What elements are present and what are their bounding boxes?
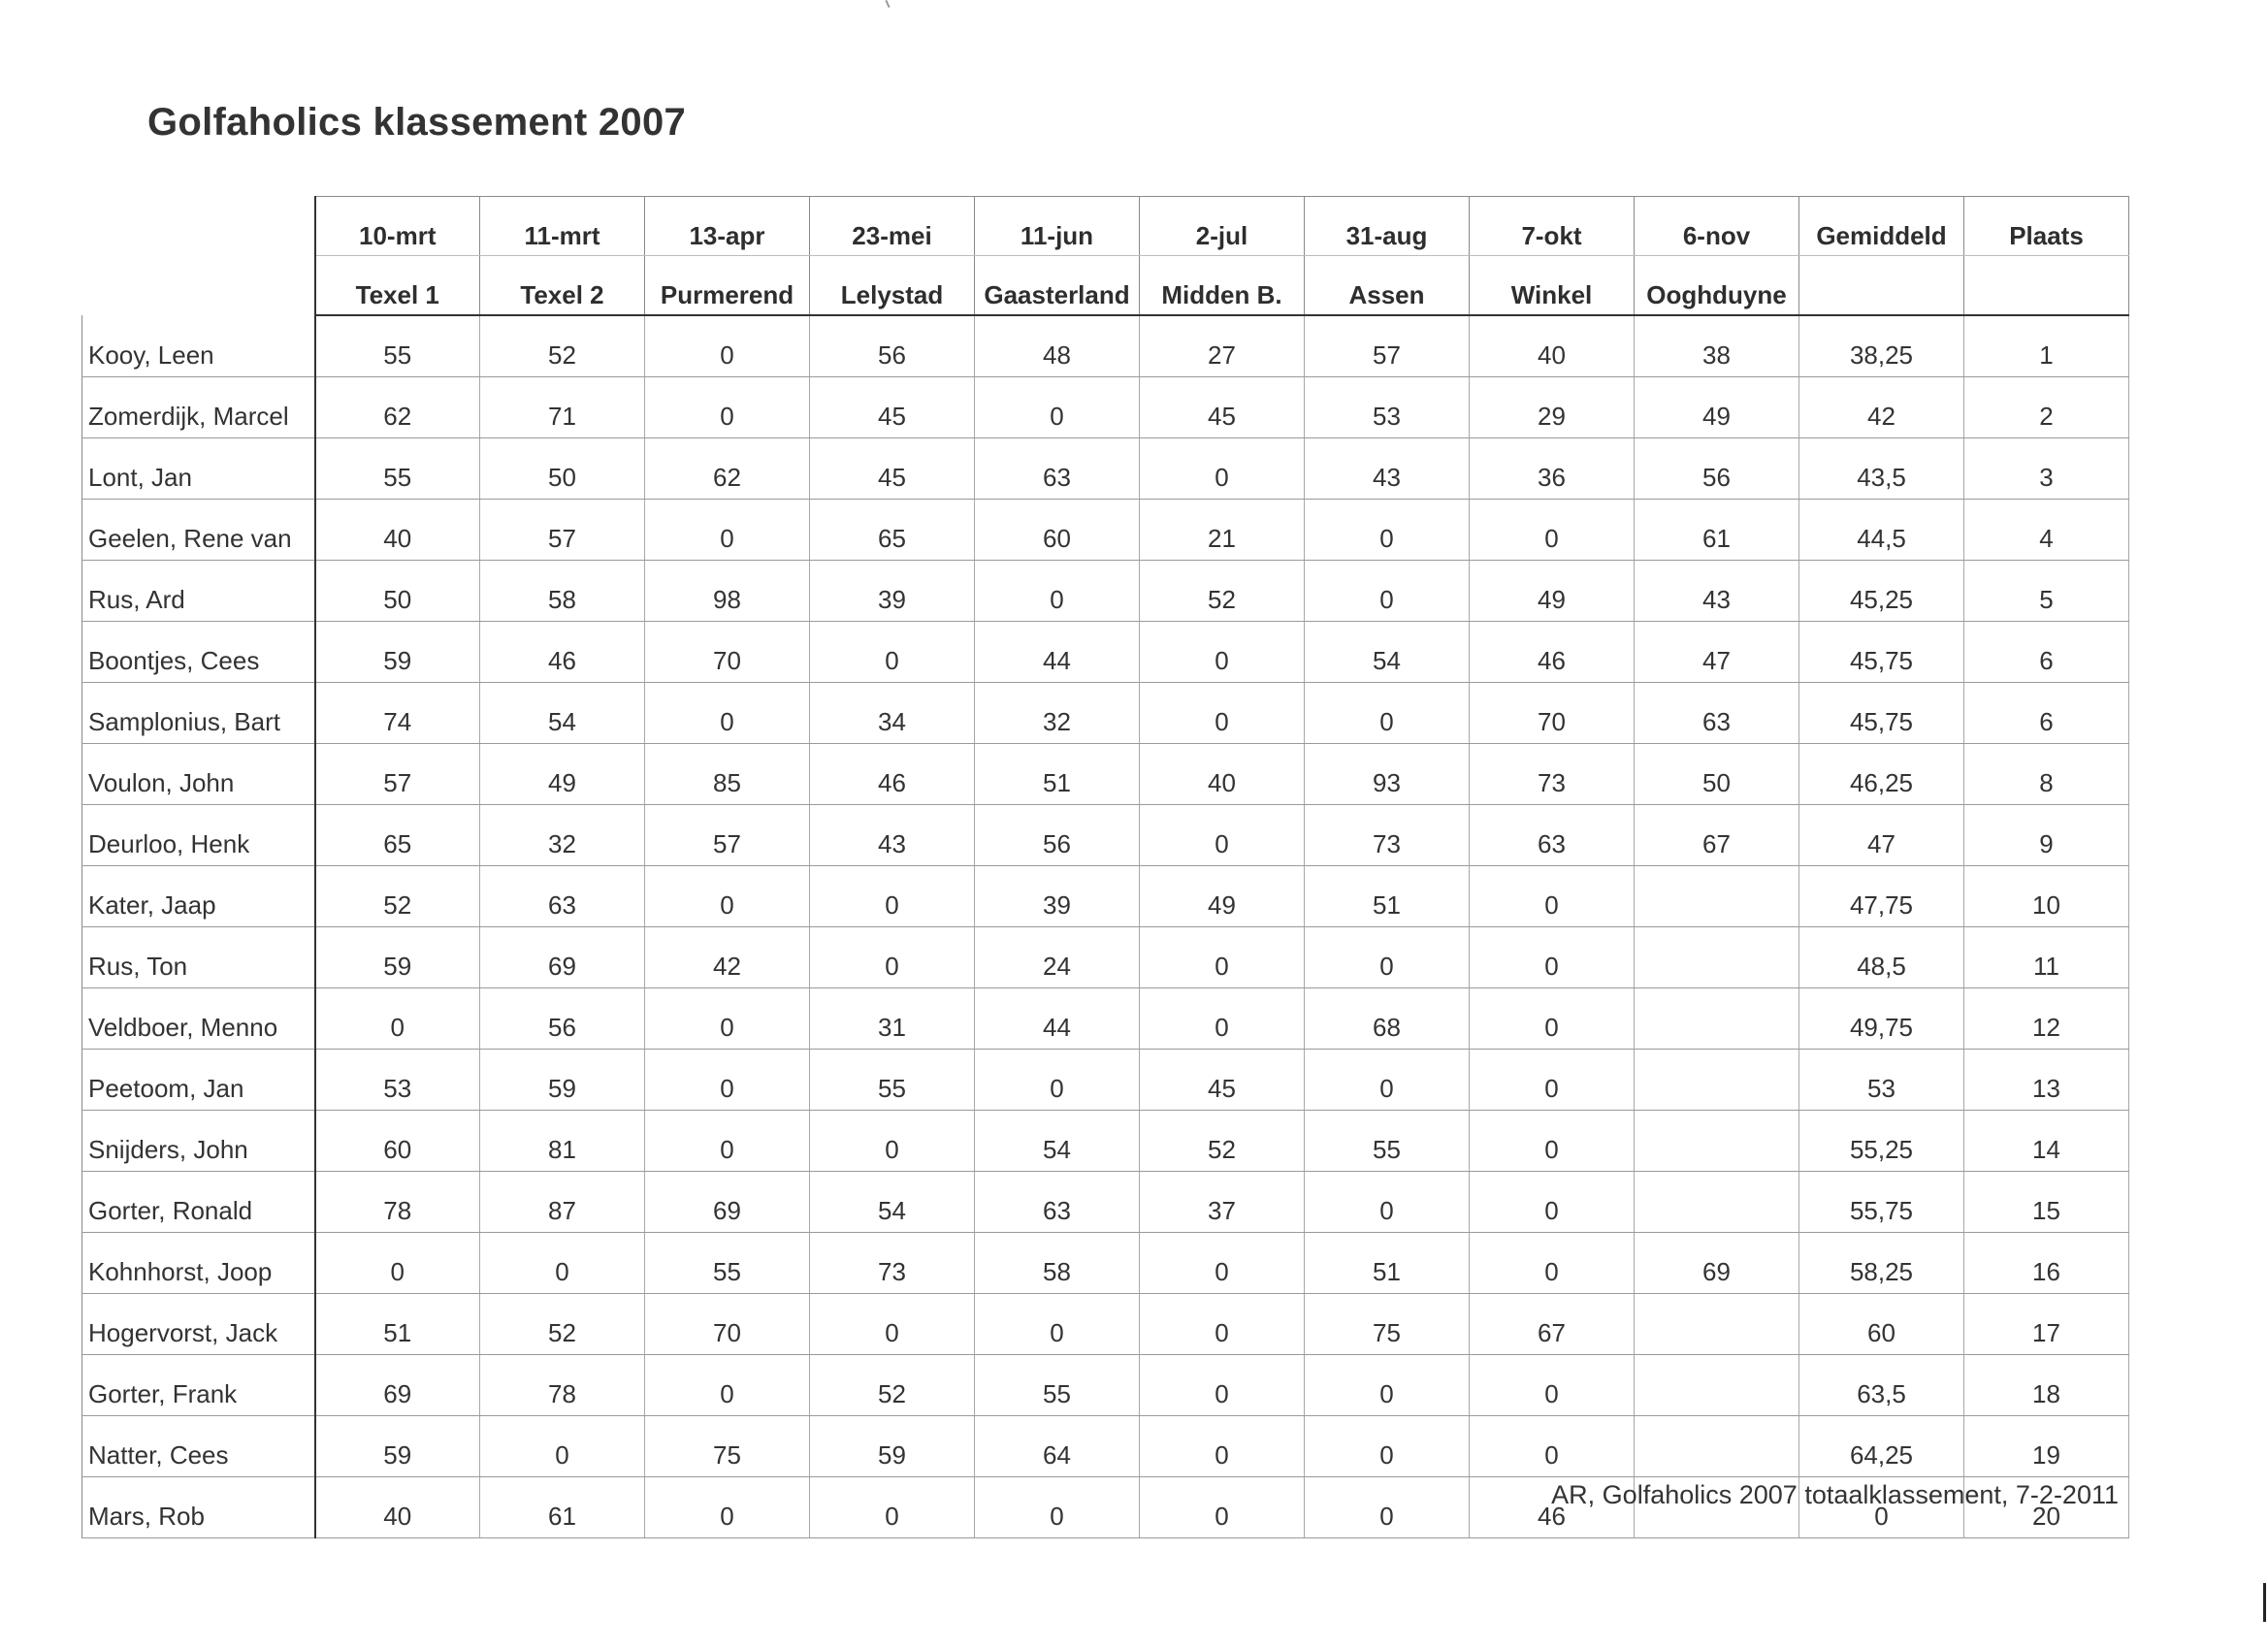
score-cell: 87 [480, 1172, 645, 1233]
score-cell: 45 [1140, 377, 1305, 438]
score-cell: 0 [975, 1050, 1140, 1111]
place-cell: 19 [1964, 1416, 2129, 1477]
score-cell: 54 [1305, 622, 1470, 683]
score-cell: 59 [810, 1416, 975, 1477]
place-cell: 9 [1964, 805, 2129, 866]
header-location: Assen [1305, 256, 1470, 316]
average-cell: 48,5 [1799, 927, 1964, 988]
player-name-cell: Deurloo, Henk [82, 805, 315, 866]
score-cell: 0 [1305, 1477, 1470, 1538]
score-cell: 47 [1635, 622, 1799, 683]
score-cell: 37 [1140, 1172, 1305, 1233]
player-name-cell: Boontjes, Cees [82, 622, 315, 683]
score-cell: 0 [810, 866, 975, 927]
place-cell: 16 [1964, 1233, 2129, 1294]
score-cell: 57 [315, 744, 480, 805]
table-row [82, 805, 2129, 866]
score-cell: 59 [480, 1050, 645, 1111]
player-name-cell: Voulon, John [82, 744, 315, 805]
score-cell: 0 [645, 377, 810, 438]
player-name-cell: Kater, Jaap [82, 866, 315, 927]
score-cell: 52 [1140, 561, 1305, 622]
place-cell: 11 [1964, 927, 2129, 988]
score-cell: 64 [975, 1416, 1140, 1477]
table-row [82, 622, 2129, 683]
player-name-cell: Hogervorst, Jack [82, 1294, 315, 1355]
score-cell: 61 [1635, 500, 1799, 561]
header-location: Winkel [1470, 256, 1635, 316]
score-cell: 44 [975, 622, 1140, 683]
score-cell: 0 [480, 1233, 645, 1294]
average-cell: 47 [1799, 805, 1964, 866]
player-name-cell: Zomerdijk, Marcel [82, 377, 315, 438]
score-cell: 53 [1305, 377, 1470, 438]
score-cell: 39 [810, 561, 975, 622]
score-cell [1635, 1294, 1799, 1355]
score-cell: 70 [1470, 683, 1635, 744]
table-row [82, 561, 2129, 622]
player-name-cell: Peetoom, Jan [82, 1050, 315, 1111]
player-name-cell: Snijders, John [82, 1111, 315, 1172]
player-name-cell: Rus, Ton [82, 927, 315, 988]
player-name-cell: Samplonius, Bart [82, 683, 315, 744]
score-cell: 43 [1305, 438, 1470, 500]
score-cell [1635, 866, 1799, 927]
score-cell: 50 [315, 561, 480, 622]
score-cell: 74 [315, 683, 480, 744]
score-cell: 55 [645, 1233, 810, 1294]
header-date: 11-jun [975, 197, 1140, 256]
score-cell: 0 [1470, 866, 1635, 927]
score-cell: 59 [315, 622, 480, 683]
score-cell: 0 [810, 622, 975, 683]
score-cell: 0 [1305, 1355, 1470, 1416]
score-cell: 55 [810, 1050, 975, 1111]
score-cell: 42 [645, 927, 810, 988]
score-cell: 70 [645, 1294, 810, 1355]
score-cell: 0 [810, 1294, 975, 1355]
header-location [1799, 256, 1964, 316]
header-location: Lelystad [810, 256, 975, 316]
score-cell: 46 [810, 744, 975, 805]
score-cell: 63 [975, 1172, 1140, 1233]
score-cell: 24 [975, 927, 1140, 988]
score-cell: 65 [315, 805, 480, 866]
score-cell: 0 [645, 1477, 810, 1538]
score-cell: 81 [480, 1111, 645, 1172]
score-cell: 0 [645, 683, 810, 744]
place-cell: 5 [1964, 561, 2129, 622]
score-cell: 62 [315, 377, 480, 438]
score-cell: 58 [480, 561, 645, 622]
score-cell: 31 [810, 988, 975, 1050]
score-cell: 85 [645, 744, 810, 805]
score-cell: 0 [975, 377, 1140, 438]
header-location [1964, 256, 2129, 316]
average-cell: 38,25 [1799, 315, 1964, 377]
score-cell: 0 [1140, 1416, 1305, 1477]
header-average: Gemiddeld [1799, 197, 1964, 256]
score-cell: 0 [1305, 1172, 1470, 1233]
score-cell: 63 [1635, 683, 1799, 744]
score-cell: 45 [1140, 1050, 1305, 1111]
table-row [82, 683, 2129, 744]
score-cell: 53 [315, 1050, 480, 1111]
score-cell [1635, 1111, 1799, 1172]
table-row [82, 1355, 2129, 1416]
table-row [82, 377, 2129, 438]
player-name-cell: Rus, Ard [82, 561, 315, 622]
score-cell: 0 [1305, 1050, 1470, 1111]
score-cell: 0 [1470, 1172, 1635, 1233]
place-cell: 15 [1964, 1172, 2129, 1233]
score-cell: 45 [810, 377, 975, 438]
score-cell: 0 [1305, 1416, 1470, 1477]
place-cell: 18 [1964, 1355, 2129, 1416]
score-cell: 34 [810, 683, 975, 744]
table-row [82, 1233, 2129, 1294]
score-cell: 0 [975, 561, 1140, 622]
table-row [82, 1294, 2129, 1355]
score-cell: 0 [1470, 988, 1635, 1050]
score-cell: 52 [810, 1355, 975, 1416]
score-cell: 52 [480, 1294, 645, 1355]
score-cell: 55 [315, 438, 480, 500]
score-cell: 78 [480, 1355, 645, 1416]
score-cell: 56 [1635, 438, 1799, 500]
score-cell: 49 [480, 744, 645, 805]
player-name-cell: Geelen, Rene van [82, 500, 315, 561]
score-cell: 0 [975, 1477, 1140, 1538]
score-cell: 43 [810, 805, 975, 866]
place-cell: 14 [1964, 1111, 2129, 1172]
score-cell: 61 [480, 1477, 645, 1538]
score-cell: 0 [1140, 1233, 1305, 1294]
score-cell: 0 [645, 866, 810, 927]
score-cell: 44 [975, 988, 1140, 1050]
score-cell: 75 [1305, 1294, 1470, 1355]
average-cell: 55,25 [1799, 1111, 1964, 1172]
score-cell: 65 [810, 500, 975, 561]
header-date: 10-mrt [315, 197, 480, 256]
score-cell: 0 [1305, 927, 1470, 988]
score-cell: 55 [975, 1355, 1140, 1416]
score-cell: 60 [315, 1111, 480, 1172]
average-cell: 63,5 [1799, 1355, 1964, 1416]
score-cell: 0 [1140, 622, 1305, 683]
average-cell: 60 [1799, 1294, 1964, 1355]
footer-note: AR, Golfaholics 2007 totaalklassement, 7-2-2011 [1551, 1480, 2119, 1509]
score-cell: 54 [480, 683, 645, 744]
player-name-cell: Natter, Cees [82, 1416, 315, 1477]
score-cell: 50 [1635, 744, 1799, 805]
score-cell [1635, 1172, 1799, 1233]
score-cell: 0 [480, 1416, 645, 1477]
header-date: 31-aug [1305, 197, 1470, 256]
score-cell: 0 [1470, 1050, 1635, 1111]
score-cell: 78 [315, 1172, 480, 1233]
score-cell: 75 [645, 1416, 810, 1477]
average-cell: 45,75 [1799, 622, 1964, 683]
average-cell: 46,25 [1799, 744, 1964, 805]
score-cell: 49 [1140, 866, 1305, 927]
score-cell: 0 [1140, 438, 1305, 500]
player-name-cell: Lont, Jan [82, 438, 315, 500]
score-cell: 58 [975, 1233, 1140, 1294]
table-row [82, 438, 2129, 500]
table-row [82, 1111, 2129, 1172]
score-cell: 69 [480, 927, 645, 988]
score-cell: 52 [1140, 1111, 1305, 1172]
header-date: 6-nov [1635, 197, 1799, 256]
average-cell: 0 [1799, 1477, 1964, 1538]
table-row [82, 315, 2129, 377]
score-cell: 71 [480, 377, 645, 438]
place-cell: 17 [1964, 1294, 2129, 1355]
score-cell: 0 [810, 1111, 975, 1172]
score-cell: 0 [1305, 683, 1470, 744]
score-cell: 0 [315, 988, 480, 1050]
standings-body [82, 315, 2129, 1538]
average-cell: 58,25 [1799, 1233, 1964, 1294]
score-cell: 56 [975, 805, 1140, 866]
score-cell: 0 [1470, 1233, 1635, 1294]
header-location-row [82, 256, 2129, 316]
header-location: Purmerend [645, 256, 810, 316]
place-cell: 4 [1964, 500, 2129, 561]
score-cell: 59 [315, 1416, 480, 1477]
place-cell: 1 [1964, 315, 2129, 377]
score-cell: 67 [1470, 1294, 1635, 1355]
player-name-cell: Gorter, Ronald [82, 1172, 315, 1233]
score-cell: 0 [1470, 927, 1635, 988]
header-date: 11-mrt [480, 197, 645, 256]
score-cell: 70 [645, 622, 810, 683]
score-cell: 0 [1140, 1355, 1305, 1416]
score-cell: 49 [1635, 377, 1799, 438]
score-cell: 0 [645, 1355, 810, 1416]
average-cell: 45,25 [1799, 561, 1964, 622]
score-cell: 56 [810, 315, 975, 377]
player-name-cell: Kooy, Leen [82, 315, 315, 377]
place-cell: 6 [1964, 683, 2129, 744]
header-date: 13-apr [645, 197, 810, 256]
score-cell: 0 [315, 1233, 480, 1294]
table-row [82, 927, 2129, 988]
place-cell: 10 [1964, 866, 2129, 927]
score-cell: 60 [975, 500, 1140, 561]
score-cell: 57 [645, 805, 810, 866]
score-cell: 55 [1305, 1111, 1470, 1172]
player-name-cell: Veldboer, Menno [82, 988, 315, 1050]
header-location: Ooghduyne [1635, 256, 1799, 316]
score-cell: 51 [1305, 866, 1470, 927]
header-place: Plaats [1964, 197, 2129, 256]
score-cell: 63 [480, 866, 645, 927]
player-name-cell: Gorter, Frank [82, 1355, 315, 1416]
score-cell: 0 [1470, 1111, 1635, 1172]
score-cell: 69 [1635, 1233, 1799, 1294]
score-cell: 38 [1635, 315, 1799, 377]
score-cell: 46 [480, 622, 645, 683]
player-name-cell: Mars, Rob [82, 1477, 315, 1538]
score-cell: 0 [645, 1050, 810, 1111]
table-row [82, 1050, 2129, 1111]
score-cell: 98 [645, 561, 810, 622]
place-cell: 12 [1964, 988, 2129, 1050]
score-cell: 0 [1470, 1355, 1635, 1416]
score-cell: 51 [975, 744, 1140, 805]
header-location: Gaasterland [975, 256, 1140, 316]
score-cell: 51 [315, 1294, 480, 1355]
scan-artifact [885, 0, 890, 8]
score-cell: 0 [1140, 683, 1305, 744]
score-cell: 63 [975, 438, 1140, 500]
table-row [82, 866, 2129, 927]
header-location: Texel 1 [315, 256, 480, 316]
place-cell: 8 [1964, 744, 2129, 805]
average-cell: 44,5 [1799, 500, 1964, 561]
score-cell: 0 [1140, 1477, 1305, 1538]
score-cell: 0 [810, 1477, 975, 1538]
average-cell: 47,75 [1799, 866, 1964, 927]
score-cell: 40 [315, 500, 480, 561]
place-cell: 3 [1964, 438, 2129, 500]
score-cell: 69 [645, 1172, 810, 1233]
score-cell: 57 [480, 500, 645, 561]
table-row [82, 988, 2129, 1050]
score-cell: 43 [1635, 561, 1799, 622]
score-cell: 0 [1140, 1294, 1305, 1355]
score-cell: 73 [810, 1233, 975, 1294]
score-cell: 0 [645, 315, 810, 377]
table-row [82, 744, 2129, 805]
score-cell: 55 [315, 315, 480, 377]
score-cell: 69 [315, 1355, 480, 1416]
header-date-row [82, 197, 2129, 256]
score-cell: 54 [975, 1111, 1140, 1172]
score-cell: 52 [480, 315, 645, 377]
score-cell: 0 [645, 1111, 810, 1172]
average-cell: 53 [1799, 1050, 1964, 1111]
header-date: 2-jul [1140, 197, 1305, 256]
score-cell: 0 [1305, 500, 1470, 561]
average-cell: 45,75 [1799, 683, 1964, 744]
score-cell: 73 [1305, 805, 1470, 866]
standings-table [81, 196, 2129, 1538]
score-cell: 0 [1140, 805, 1305, 866]
score-cell: 57 [1305, 315, 1470, 377]
score-cell: 63 [1470, 805, 1635, 866]
score-cell: 68 [1305, 988, 1470, 1050]
score-cell: 40 [1140, 744, 1305, 805]
place-cell: 20 [1964, 1477, 2129, 1538]
average-cell: 43,5 [1799, 438, 1964, 500]
score-cell [1635, 927, 1799, 988]
score-cell [1635, 1416, 1799, 1477]
score-cell: 46 [1470, 1477, 1635, 1538]
score-cell: 45 [810, 438, 975, 500]
score-cell: 40 [315, 1477, 480, 1538]
score-cell: 62 [645, 438, 810, 500]
place-cell: 13 [1964, 1050, 2129, 1111]
average-cell: 42 [1799, 377, 1964, 438]
score-cell: 29 [1470, 377, 1635, 438]
score-cell: 48 [975, 315, 1140, 377]
score-cell: 21 [1140, 500, 1305, 561]
score-cell: 0 [975, 1294, 1140, 1355]
place-cell: 6 [1964, 622, 2129, 683]
score-cell: 0 [1305, 561, 1470, 622]
score-cell: 46 [1470, 622, 1635, 683]
table-row [82, 1172, 2129, 1233]
score-cell: 0 [645, 500, 810, 561]
score-cell: 59 [315, 927, 480, 988]
scan-edge-mark [2263, 1583, 2266, 1622]
score-cell: 52 [315, 866, 480, 927]
page-title: Golfaholics klassement 2007 [147, 101, 687, 144]
score-cell [1635, 988, 1799, 1050]
score-cell: 39 [975, 866, 1140, 927]
header-corner [82, 197, 315, 316]
score-cell: 51 [1305, 1233, 1470, 1294]
player-name-cell: Kohnhorst, Joop [82, 1233, 315, 1294]
score-cell: 27 [1140, 315, 1305, 377]
score-cell: 50 [480, 438, 645, 500]
score-cell: 56 [480, 988, 645, 1050]
table-row [82, 500, 2129, 561]
score-cell [1635, 1355, 1799, 1416]
score-cell: 36 [1470, 438, 1635, 500]
score-cell: 32 [480, 805, 645, 866]
score-cell: 0 [1470, 500, 1635, 561]
score-cell: 0 [810, 927, 975, 988]
score-cell: 93 [1305, 744, 1470, 805]
score-cell [1635, 1050, 1799, 1111]
header-date: 23-mei [810, 197, 975, 256]
score-cell: 0 [1140, 988, 1305, 1050]
header-location: Midden B. [1140, 256, 1305, 316]
score-cell: 73 [1470, 744, 1635, 805]
score-cell: 40 [1470, 315, 1635, 377]
score-cell: 54 [810, 1172, 975, 1233]
header-date: 7-okt [1470, 197, 1635, 256]
average-cell: 55,75 [1799, 1172, 1964, 1233]
score-cell: 49 [1470, 561, 1635, 622]
average-cell: 49,75 [1799, 988, 1964, 1050]
table-row [82, 1416, 2129, 1477]
average-cell: 64,25 [1799, 1416, 1964, 1477]
score-cell: 0 [645, 988, 810, 1050]
score-cell: 0 [1140, 927, 1305, 988]
header-location: Texel 2 [480, 256, 645, 316]
place-cell: 2 [1964, 377, 2129, 438]
score-cell: 32 [975, 683, 1140, 744]
score-cell: 67 [1635, 805, 1799, 866]
score-cell: 0 [1470, 1416, 1635, 1477]
